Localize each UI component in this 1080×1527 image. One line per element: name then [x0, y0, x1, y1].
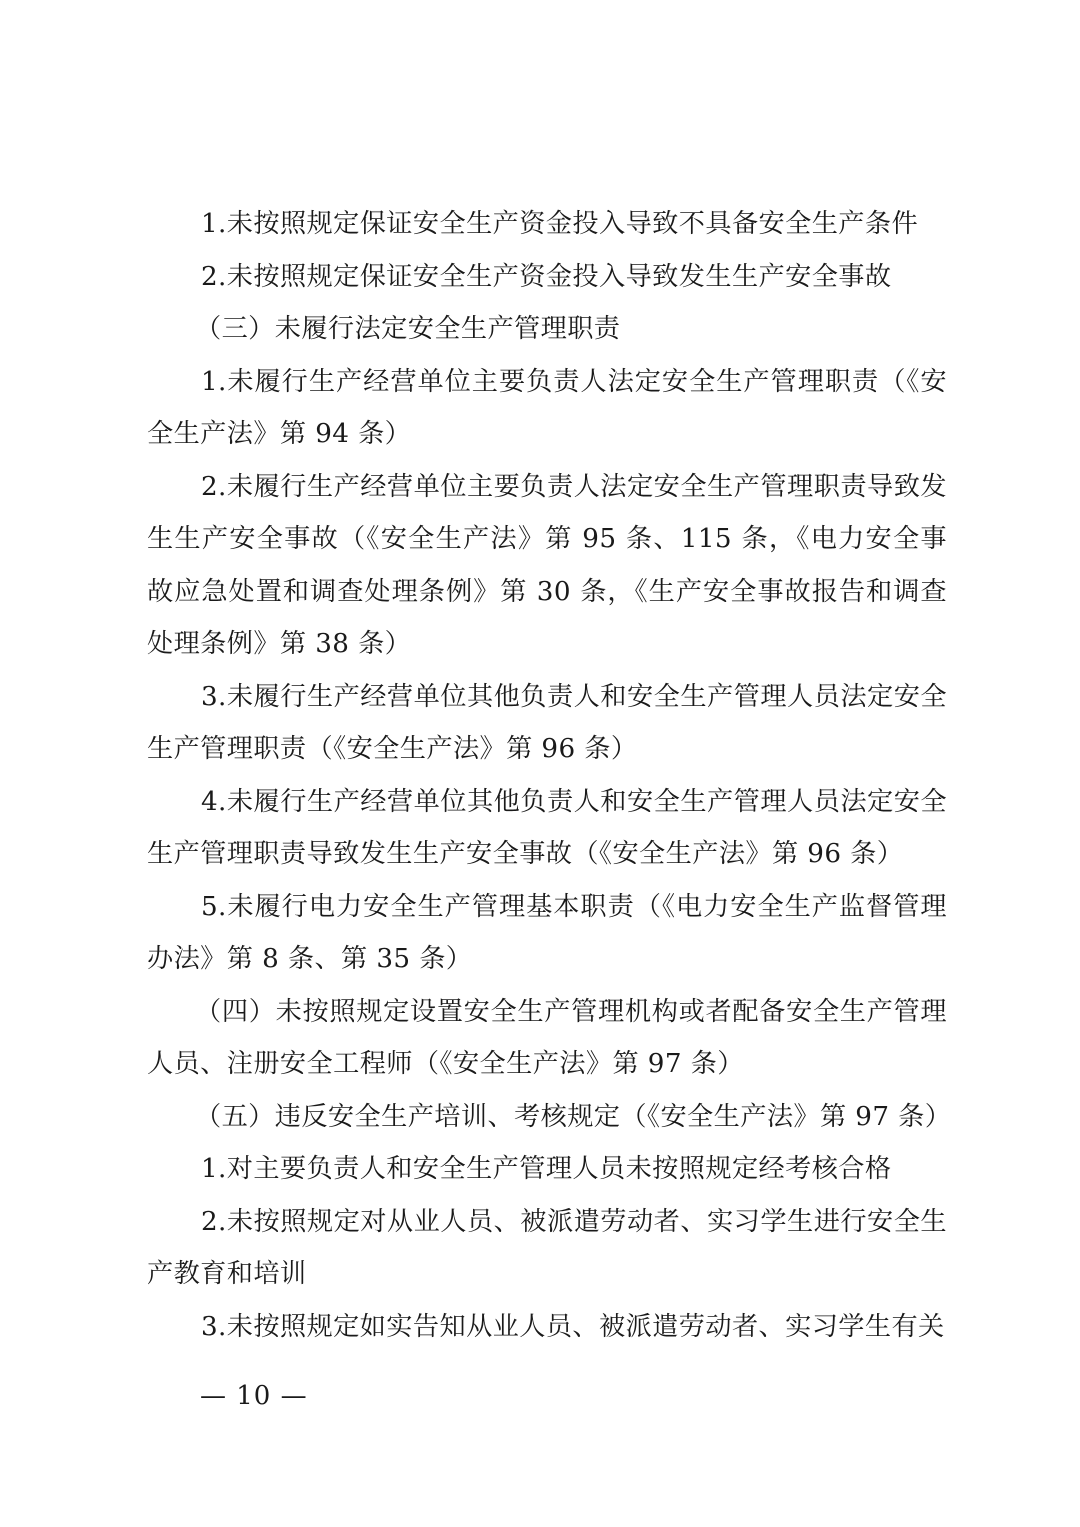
paragraph-item-2: 2.未按照规定保证安全生产资金投入导致发生生产安全事故 [201, 261, 892, 292]
paragraph-item-3-4: 4.未履行生产经营单位其他负责人和安全生产管理人员法定安全生产管理职责导致发生生产安全事故（《安全生产法》第 96 条） [147, 786, 947, 869]
paragraph-item-3-2: 2.未履行生产经营单位主要负责人法定安全生产管理职责导致发生生产安全事故（《安全生产法》第 95 条、115 条，《电力安全事故应急处置和调查处理条例》第 30 条，《生产安全事故报告和调查处理条例》第 38 条） [147, 471, 947, 659]
paragraph-item-3-5: 5.未履行电力安全生产管理基本职责（《电力安全生产监督管理办法》第 8 条、第 35 条） [147, 891, 947, 974]
page-number: — 10 — [200, 1381, 308, 1411]
section-heading-4: （四）未按照规定设置安全生产管理机构或者配备安全生产管理人员、注册安全工程师（《安全生产法》第 97 条） [147, 996, 947, 1079]
paragraph-item-3-1: 1.未履行生产经营单位主要负责人法定安全生产管理职责（《安全生产法》第 94 条） [147, 366, 947, 449]
section-heading-3: （三）未履行法定安全生产管理职责 [195, 314, 621, 344]
paragraph-item-1: 1.未按照规定保证安全生产资金投入导致不具备安全生产条件 [201, 209, 919, 239]
paragraph-item-5-2: 2.未按照规定对从业人员、被派遣劳动者、实习学生进行安全生产教育和培训 [147, 1206, 947, 1289]
paragraph-item-5-3: 3.未按照规定如实告知从业人员、被派遣劳动者、实习学生有关 [201, 1311, 945, 1342]
paragraph-item-3-3: 3.未履行生产经营单位其他负责人和安全生产管理人员法定安全生产管理职责（《安全生产法》第 96 条） [147, 681, 947, 764]
section-heading-5: （五）违反安全生产培训、考核规定（《安全生产法》第 97 条） [195, 1101, 952, 1132]
paragraph-item-5-1: 1.对主要负责人和安全生产管理人员未按照规定经考核合格 [201, 1154, 892, 1184]
document-body [147, 198, 952, 1353]
